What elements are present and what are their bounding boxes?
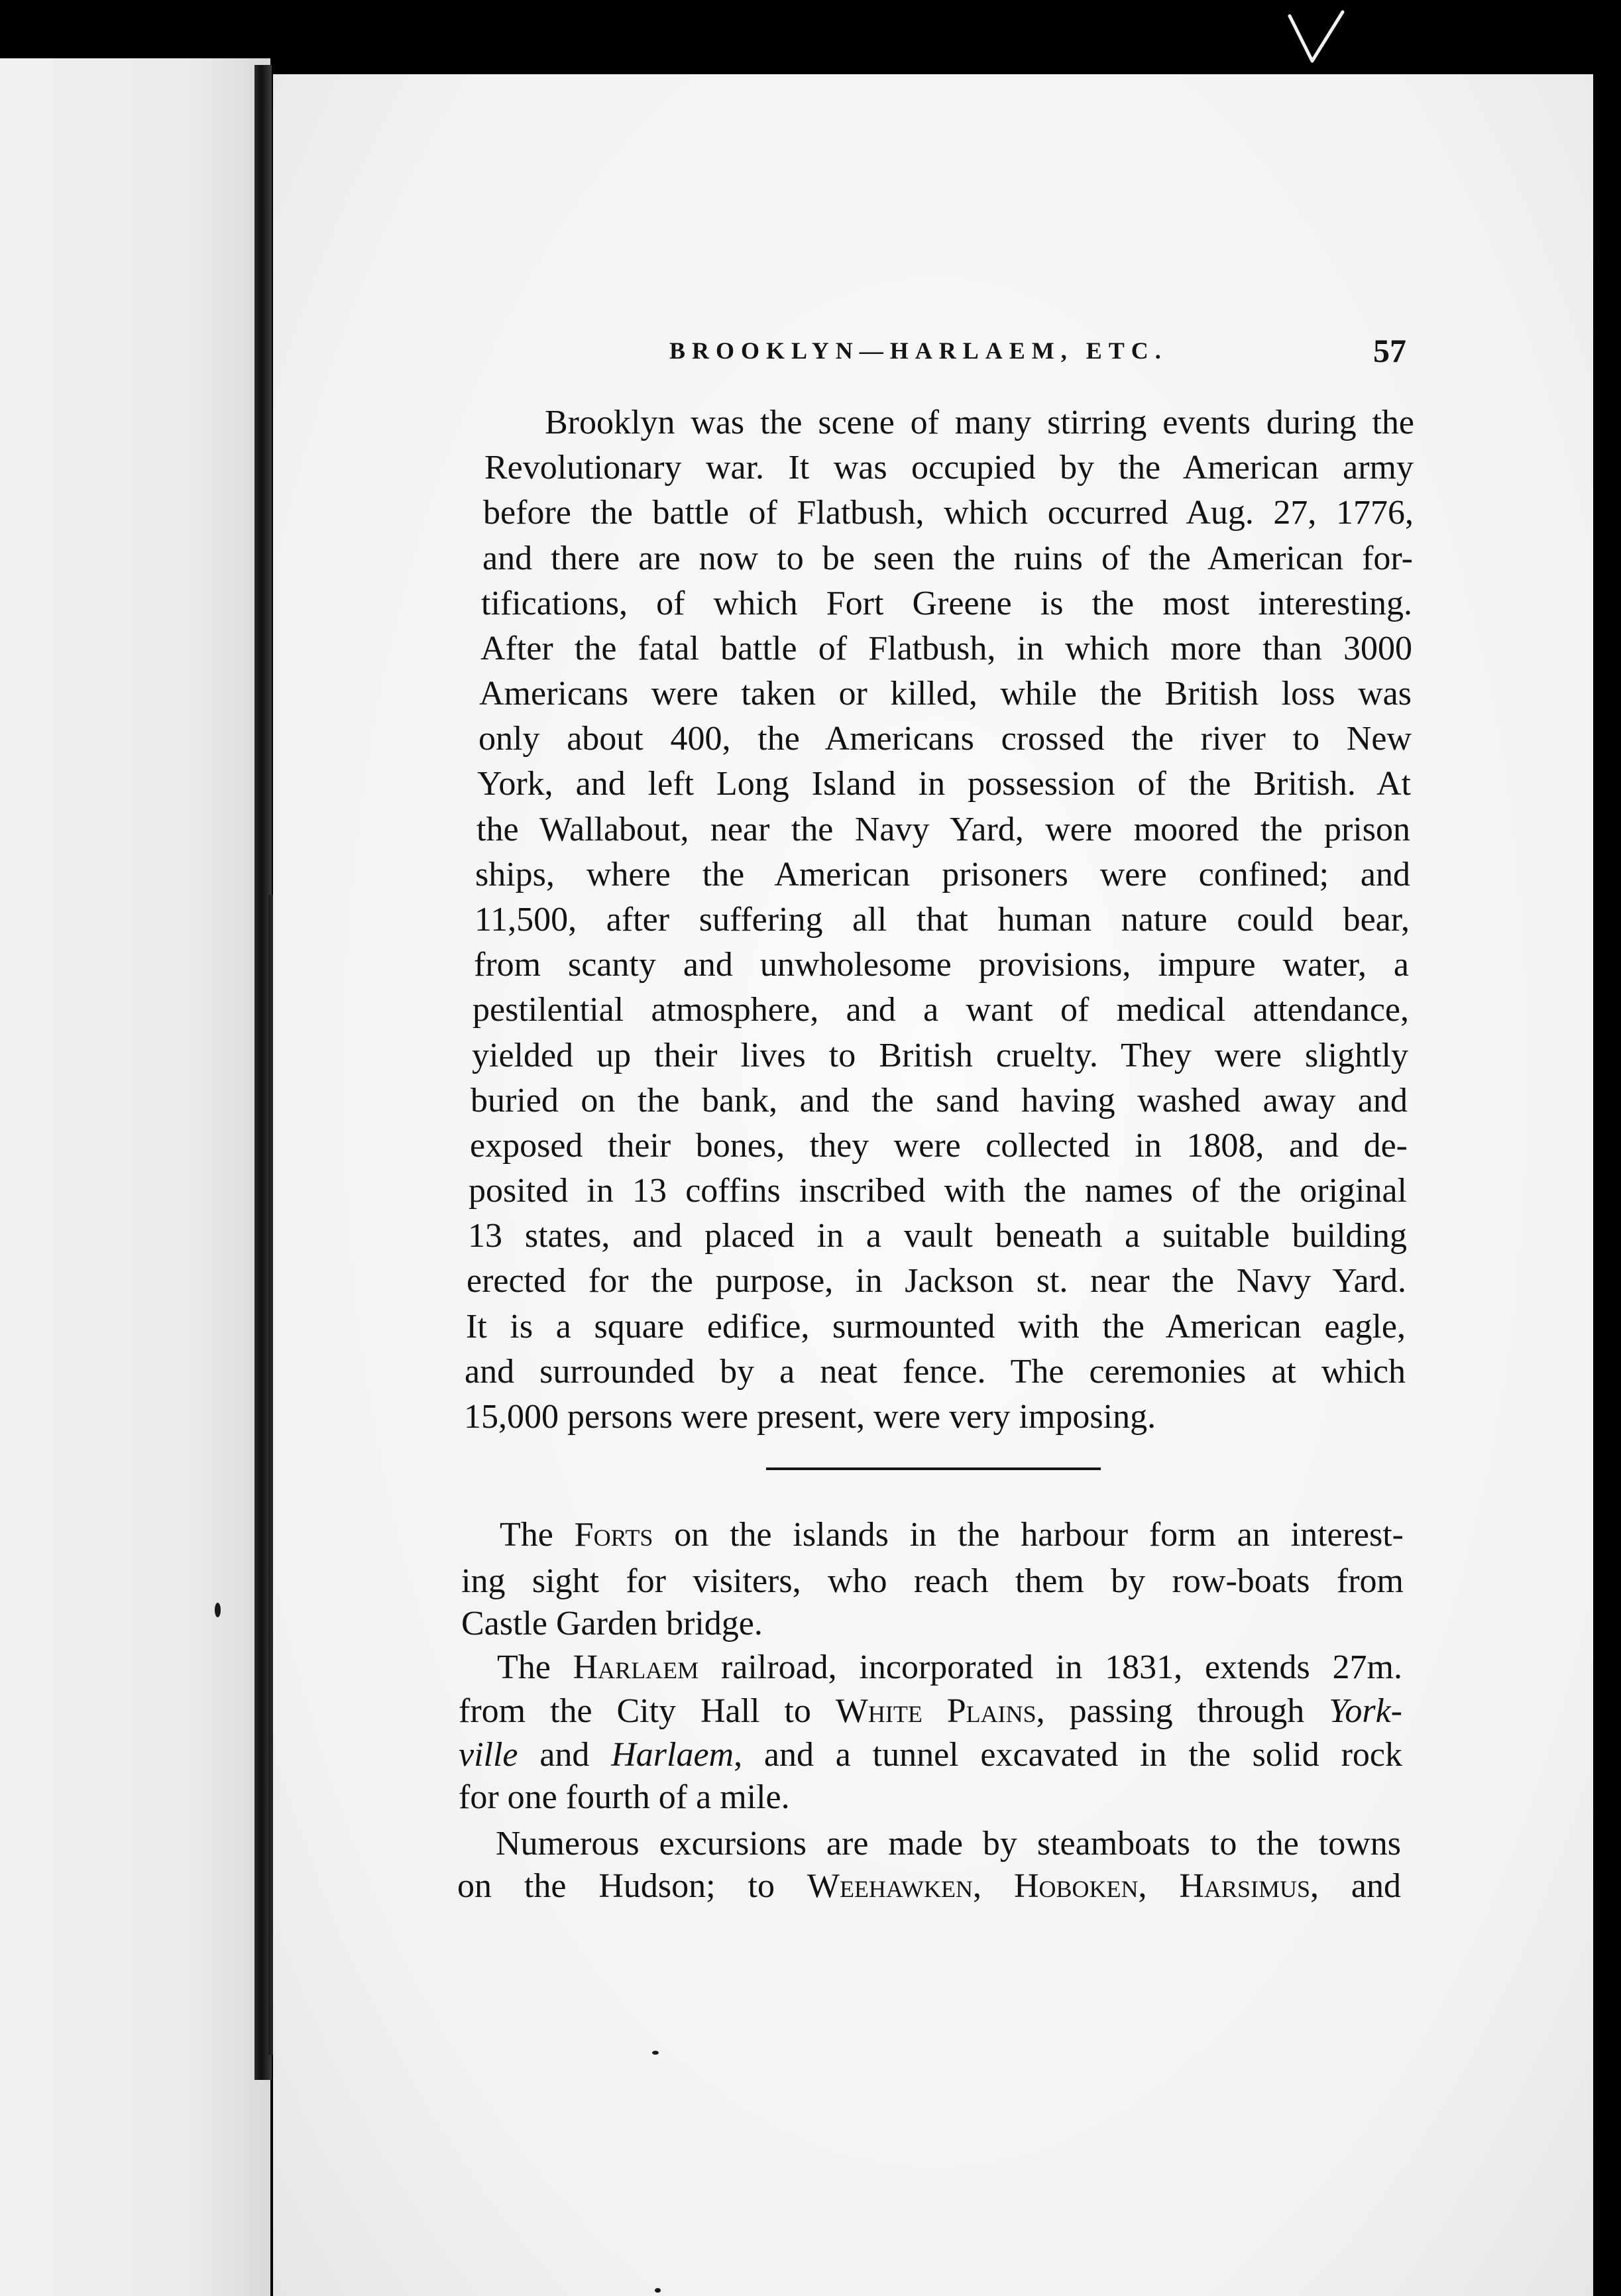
paragraph-line: ships, where the American prisoners were confined; and (475, 856, 1410, 893)
paragraph-line: exposed their bones, they were collected in 1808, and de- (470, 1127, 1408, 1165)
paragraph-line: and there are now to be seen the ruins of the American for- (482, 540, 1413, 577)
paragraph-line: pestilential atmosphere, and a want of medical attendance, (473, 991, 1409, 1029)
harlaem-line-4: for one fourth of a mile. (459, 1778, 790, 1816)
forts-line-2: ing sight for visiters, who reach them by row-boats from (461, 1562, 1404, 1600)
ink-speck (652, 2051, 659, 2055)
paragraph-line: tifications, of which Fort Greene is the most interesting. (481, 585, 1412, 622)
paragraph-line: Americans were taken or killed, while the British loss was (479, 675, 1412, 713)
check-mark-icon (1286, 9, 1345, 65)
paragraph-line: 11,500, after suffering all that human nature could bear, (475, 901, 1410, 939)
ink-speck (655, 2288, 661, 2293)
paragraph-line: Brooklyn was the scene of many stirring events during the (545, 404, 1414, 441)
paragraph-line: posited in 13 coffins inscribed with the names of the original (469, 1172, 1407, 1210)
paragraph-line: before the battle of Flatbush, which occurred Aug. 27, 1776, (483, 494, 1414, 532)
paragraph-line: 13 states, and placed in a vault beneath a suitable building (468, 1217, 1407, 1255)
paragraph-line: erected for the purpose, in Jackson st. near the Navy Yard. (467, 1262, 1406, 1300)
excursions-line-1: Numerous excursions are made by steamboats to the towns (496, 1825, 1401, 1863)
harlaem-line-2: from the City Hall to White Plains, passing through York- (459, 1692, 1402, 1730)
excursions-line-2: on the Hudson; to Weehawken, Hoboken, Harsimus, and (457, 1867, 1402, 1905)
forts-line-3: Castle Garden bridge. (461, 1605, 763, 1642)
paragraph-line: It is a square edifice, surmounted with the American eagle, (466, 1308, 1406, 1346)
harlaem-line-3: ville and Harlaem, and a tunnel excavated in the solid rock (459, 1736, 1402, 1774)
ink-speck (215, 1603, 221, 1617)
paragraph-line: 15,000 persons were present, were very imposing. (464, 1398, 1156, 1436)
paragraph-line: the Wallabout, near the Navy Yard, were moored the prison (476, 811, 1410, 848)
left-page-edge (0, 58, 270, 2296)
right-border (1593, 74, 1621, 2296)
page-number: 57 (1373, 332, 1406, 369)
paragraph-line: After the fatal battle of Flatbush, in which more than 3000 (480, 630, 1412, 667)
paragraph-line: only about 400, the Americans crossed the river to New (478, 720, 1412, 758)
paragraph-line: from scanty and unwholesome provisions, impure water, a (474, 946, 1409, 984)
section-divider (766, 1467, 1101, 1470)
harlaem-line-1: The Harlaem railroad, incorporated in 1831, extends 27m. (497, 1648, 1403, 1686)
paragraph-line: yielded up their lives to British cruelty. They were slightly (472, 1037, 1408, 1074)
paragraph-line: York, and left Long Island in possession of the British. At (477, 765, 1411, 803)
running-head: BROOKLYN—HARLAEM, ETC. (669, 337, 1168, 364)
forts-line-1: The Forts on the islands in the harbour form an interest- (500, 1516, 1404, 1554)
paragraph-line: Revolutionary war. It was occupied by the American army (484, 449, 1414, 487)
paragraph-line: buried on the bank, and the sand having washed away and (471, 1082, 1408, 1119)
paragraph-line: and surrounded by a neat fence. The ceremonies at which (465, 1353, 1406, 1391)
